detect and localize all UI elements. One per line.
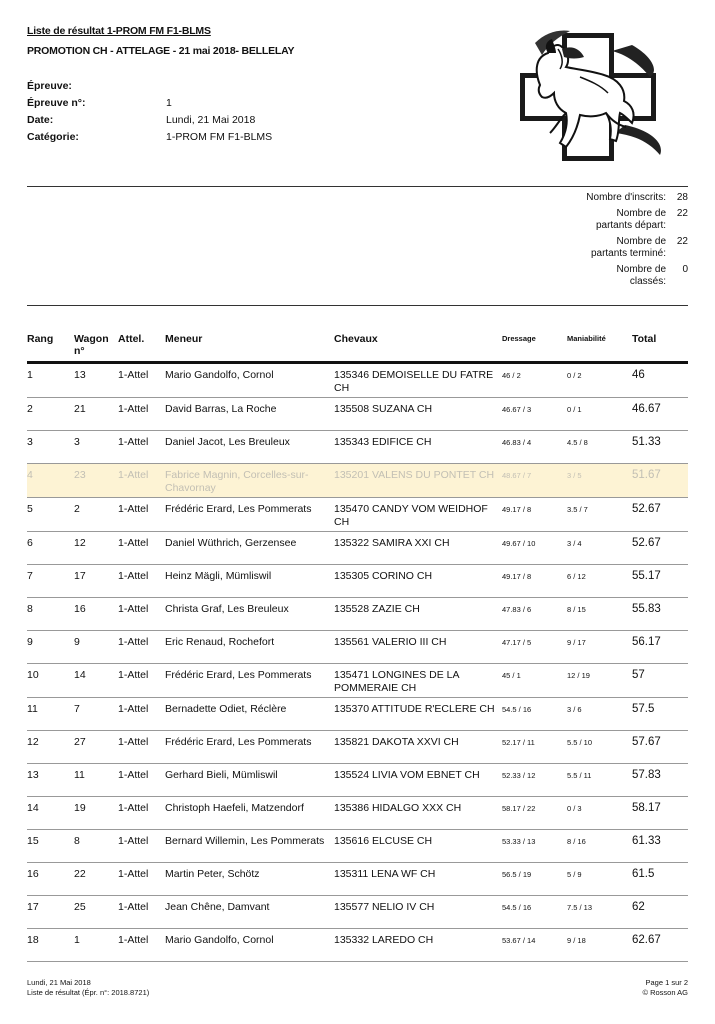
table-row [27, 830, 688, 863]
table-row [27, 363, 688, 398]
cell-dressage: 52.17 / 11 [502, 731, 567, 764]
cell-dressage: 45 / 1 [502, 664, 567, 698]
cell-attel: 1-Attel [118, 363, 165, 398]
col-chevaux: Chevaux [334, 333, 502, 363]
cell-maniabilite: 5.5 / 10 [567, 731, 632, 764]
cell-rang: 2 [27, 398, 74, 431]
cell-dressage: 46.67 / 3 [502, 398, 567, 431]
divider-top [27, 186, 688, 187]
cell-total: 51.67 [632, 464, 688, 498]
cell-maniabilite: 9 / 17 [567, 631, 632, 664]
results-body [27, 363, 688, 962]
cell-meneur: Christa Graf, Les Breuleux [165, 598, 334, 631]
cell-chevaux: 135471 LONGINES DE LA POMMERAIE CH [334, 664, 502, 698]
cell-rang: 13 [27, 764, 74, 797]
stat-classes [578, 264, 688, 288]
cell-wagon: 11 [74, 764, 118, 797]
cell-meneur: Gerhard Bieli, Mümliswil [165, 764, 334, 797]
cell-total: 58.17 [632, 797, 688, 830]
cell-chevaux: 135311 LENA WF CH [334, 863, 502, 896]
col-maniabilite: Maniabilité [567, 333, 632, 363]
cell-maniabilite: 9 / 18 [567, 929, 632, 962]
table-row [27, 532, 688, 565]
cell-total: 57 [632, 664, 688, 698]
horse-logo-icon [500, 15, 675, 177]
divider-middle [27, 305, 688, 306]
footer-copyright: © Rosson AG [642, 987, 688, 997]
cell-rang: 11 [27, 698, 74, 731]
table-row [27, 431, 688, 464]
cell-attel: 1-Attel [118, 431, 165, 464]
footer-left [27, 978, 149, 997]
cell-total: 57.5 [632, 698, 688, 731]
cell-meneur: Mario Gandolfo, Cornol [165, 929, 334, 962]
cell-maniabilite: 0 / 2 [567, 363, 632, 398]
stat-label: Nombre de partants terminé: [590, 236, 666, 259]
cell-dressage: 46 / 2 [502, 363, 567, 398]
cell-meneur: David Barras, La Roche [165, 398, 334, 431]
cell-maniabilite: 0 / 1 [567, 398, 632, 431]
cell-rang: 7 [27, 565, 74, 598]
col-dressage: Dressage [502, 333, 567, 363]
stat-label: Nombre de partants départ: [595, 208, 666, 231]
table-row [27, 731, 688, 764]
cell-dressage: 49.67 / 10 [502, 532, 567, 565]
cell-wagon: 22 [74, 863, 118, 896]
cell-dressage: 56.5 / 19 [502, 863, 567, 896]
stat-partants-termine [578, 236, 688, 260]
cell-total: 46.67 [632, 398, 688, 431]
cell-meneur: Christoph Haefeli, Matzendorf [165, 797, 334, 830]
cell-chevaux: 135332 LAREDO CH [334, 929, 502, 962]
stat-partants-depart [578, 208, 688, 232]
cell-attel: 1-Attel [118, 731, 165, 764]
meta-label: Date: [27, 114, 54, 126]
cell-dressage: 49.17 / 8 [502, 498, 567, 532]
cell-dressage: 47.17 / 5 [502, 631, 567, 664]
cell-attel: 1-Attel [118, 464, 165, 498]
cell-rang: 17 [27, 896, 74, 929]
stat-value: 22 [676, 236, 688, 247]
cell-attel: 1-Attel [118, 830, 165, 863]
cell-maniabilite: 8 / 15 [567, 598, 632, 631]
cell-meneur: Martin Peter, Schötz [165, 863, 334, 896]
cell-meneur: Daniel Jacot, Les Breuleux [165, 431, 334, 464]
cell-meneur: Jean Chêne, Damvant [165, 896, 334, 929]
table-row [27, 565, 688, 598]
table-header-row [27, 333, 688, 363]
cell-attel: 1-Attel [118, 565, 165, 598]
cell-total: 55.17 [632, 565, 688, 598]
stat-value: 28 [676, 192, 688, 203]
cell-chevaux: 135346 DEMOISELLE DU FATRE CH [334, 363, 502, 398]
cell-total: 62.67 [632, 929, 688, 962]
cell-maniabilite: 8 / 16 [567, 830, 632, 863]
cell-maniabilite: 4.5 / 8 [567, 431, 632, 464]
cell-total: 61.33 [632, 830, 688, 863]
cell-wagon: 27 [74, 731, 118, 764]
table-row [27, 598, 688, 631]
cell-wagon: 1 [74, 929, 118, 962]
cell-rang: 3 [27, 431, 74, 464]
cell-dressage: 48.67 / 7 [502, 464, 567, 498]
col-total: Total [632, 333, 688, 363]
cell-meneur: Bernadette Odiet, Réclère [165, 698, 334, 731]
cell-total: 61.5 [632, 863, 688, 896]
cell-attel: 1-Attel [118, 929, 165, 962]
cell-total: 62 [632, 896, 688, 929]
col-wagon: Wagon n° [74, 333, 118, 363]
stat-value: 22 [676, 208, 688, 219]
cell-attel: 1-Attel [118, 498, 165, 532]
cell-maniabilite: 3.5 / 7 [567, 498, 632, 532]
cell-chevaux: 135528 ZAZIE CH [334, 598, 502, 631]
document-title: Liste de résultat 1-PROM FM F1-BLMS [27, 25, 211, 37]
cell-rang: 15 [27, 830, 74, 863]
cell-total: 51.33 [632, 431, 688, 464]
cell-attel: 1-Attel [118, 398, 165, 431]
cell-wagon: 17 [74, 565, 118, 598]
cell-maniabilite: 3 / 5 [567, 464, 632, 498]
cell-chevaux: 135470 CANDY VOM WEIDHOF CH [334, 498, 502, 532]
cell-dressage: 58.17 / 22 [502, 797, 567, 830]
stat-label: Nombre de classés: [616, 264, 666, 287]
cell-chevaux: 135577 NELIO IV CH [334, 896, 502, 929]
cell-chevaux: 135370 ATTITUDE R'ECLERE CH [334, 698, 502, 731]
cell-rang: 10 [27, 664, 74, 698]
cell-wagon: 16 [74, 598, 118, 631]
cell-chevaux: 135821 DAKOTA XXVI CH [334, 731, 502, 764]
cell-chevaux: 135305 CORINO CH [334, 565, 502, 598]
col-rang: Rang [27, 333, 74, 363]
cell-meneur: Eric Renaud, Rochefort [165, 631, 334, 664]
cell-total: 55.83 [632, 598, 688, 631]
stat-inscrits [578, 192, 688, 204]
cell-attel: 1-Attel [118, 598, 165, 631]
cell-wagon: 12 [74, 532, 118, 565]
meta-label: Catégorie: [27, 131, 79, 143]
cell-attel: 1-Attel [118, 863, 165, 896]
cell-meneur: Frédéric Erard, Les Pommerats [165, 731, 334, 764]
stat-label: Nombre d'inscrits: [586, 192, 666, 203]
cell-wagon: 21 [74, 398, 118, 431]
cell-wagon: 9 [74, 631, 118, 664]
cell-wagon: 8 [74, 830, 118, 863]
cell-maniabilite: 12 / 19 [567, 664, 632, 698]
footer-right [642, 978, 688, 997]
table-row [27, 398, 688, 431]
cell-chevaux: 135508 SUZANA CH [334, 398, 502, 431]
cell-dressage: 49.17 / 8 [502, 565, 567, 598]
cell-total: 46 [632, 363, 688, 398]
cell-dressage: 53.67 / 14 [502, 929, 567, 962]
cell-dressage: 47.83 / 6 [502, 598, 567, 631]
cell-total: 56.17 [632, 631, 688, 664]
cell-maniabilite: 5 / 9 [567, 863, 632, 896]
footer-list: Liste de résultat (Épr. n°: 2018.8721) [27, 987, 150, 997]
meta-label: Épreuve: [27, 80, 72, 92]
cell-attel: 1-Attel [118, 698, 165, 731]
table-row [27, 498, 688, 532]
cell-chevaux: 135343 EDIFICE CH [334, 431, 502, 464]
table-row [27, 464, 688, 498]
cell-wagon: 14 [74, 664, 118, 698]
cell-rang: 14 [27, 797, 74, 830]
cell-dressage: 46.83 / 4 [502, 431, 567, 464]
participant-stats [578, 192, 688, 292]
meta-value: Lundi, 21 Mai 2018 [166, 114, 256, 126]
cell-maniabilite: 0 / 3 [567, 797, 632, 830]
cell-meneur: Frédéric Erard, Les Pommerats [165, 498, 334, 532]
col-meneur: Meneur [165, 333, 334, 363]
cell-rang: 12 [27, 731, 74, 764]
cell-rang: 5 [27, 498, 74, 532]
cell-chevaux: 135561 VALERIO III CH [334, 631, 502, 664]
meta-value: 1 [166, 97, 172, 109]
cell-maniabilite: 3 / 4 [567, 532, 632, 565]
results-table [27, 333, 688, 962]
cell-total: 57.83 [632, 764, 688, 797]
cell-rang: 4 [27, 464, 74, 498]
cell-wagon: 2 [74, 498, 118, 532]
cell-attel: 1-Attel [118, 631, 165, 664]
table-row [27, 664, 688, 698]
cell-wagon: 7 [74, 698, 118, 731]
cell-maniabilite: 3 / 6 [567, 698, 632, 731]
cell-meneur: Daniel Wüthrich, Gerzensee [165, 532, 334, 565]
cell-wagon: 23 [74, 464, 118, 498]
cell-maniabilite: 5.5 / 11 [567, 764, 632, 797]
cell-total: 52.67 [632, 532, 688, 565]
cell-wagon: 25 [74, 896, 118, 929]
cell-meneur: Heinz Mägli, Mümliswil [165, 565, 334, 598]
cell-rang: 18 [27, 929, 74, 962]
cell-wagon: 13 [74, 363, 118, 398]
cell-meneur: Fabrice Magnin, Corcelles-sur-Chavornay [165, 464, 334, 498]
table-row [27, 797, 688, 830]
cell-wagon: 19 [74, 797, 118, 830]
cell-dressage: 52.33 / 12 [502, 764, 567, 797]
cell-total: 52.67 [632, 498, 688, 532]
meta-label: Épreuve n°: [27, 97, 86, 109]
table-row [27, 863, 688, 896]
col-attel: Attel. [118, 333, 165, 363]
cell-maniabilite: 6 / 12 [567, 565, 632, 598]
cell-rang: 8 [27, 598, 74, 631]
cell-maniabilite: 7.5 / 13 [567, 896, 632, 929]
table-row [27, 764, 688, 797]
cell-chevaux: 135386 HIDALGO XXX CH [334, 797, 502, 830]
cell-total: 57.67 [632, 731, 688, 764]
cell-dressage: 54.5 / 16 [502, 698, 567, 731]
cell-rang: 6 [27, 532, 74, 565]
cell-meneur: Mario Gandolfo, Cornol [165, 363, 334, 398]
footer-date: Lundi, 21 Mai 2018 [27, 978, 91, 987]
table-row [27, 698, 688, 731]
meta-value: 1-PROM FM F1-BLMS [166, 131, 273, 143]
cell-attel: 1-Attel [118, 896, 165, 929]
table-row [27, 896, 688, 929]
cell-attel: 1-Attel [118, 664, 165, 698]
cell-attel: 1-Attel [118, 764, 165, 797]
cell-chevaux: 135201 VALENS DU PONTET CH [334, 464, 502, 498]
cell-rang: 9 [27, 631, 74, 664]
cell-meneur: Bernard Willemin, Les Pommerats [165, 830, 334, 863]
cell-meneur: Frédéric Erard, Les Pommerats [165, 664, 334, 698]
cell-dressage: 54.5 / 16 [502, 896, 567, 929]
cell-dressage: 53.33 / 13 [502, 830, 567, 863]
cell-chevaux: 135616 ELCUSE CH [334, 830, 502, 863]
cell-attel: 1-Attel [118, 797, 165, 830]
stat-value: 0 [682, 264, 688, 275]
table-row [27, 929, 688, 962]
cell-attel: 1-Attel [118, 532, 165, 565]
cell-chevaux: 135524 LIVIA VOM EBNET CH [334, 764, 502, 797]
cell-wagon: 3 [74, 431, 118, 464]
document-subtitle: PROMOTION CH - ATTELAGE - 21 mai 2018- BELLELAY [27, 45, 295, 57]
cell-rang: 16 [27, 863, 74, 896]
cell-chevaux: 135322 SAMIRA XXI CH [334, 532, 502, 565]
cell-rang: 1 [27, 363, 74, 398]
table-row [27, 631, 688, 664]
footer-page: Page 1 sur 2 [645, 978, 688, 987]
